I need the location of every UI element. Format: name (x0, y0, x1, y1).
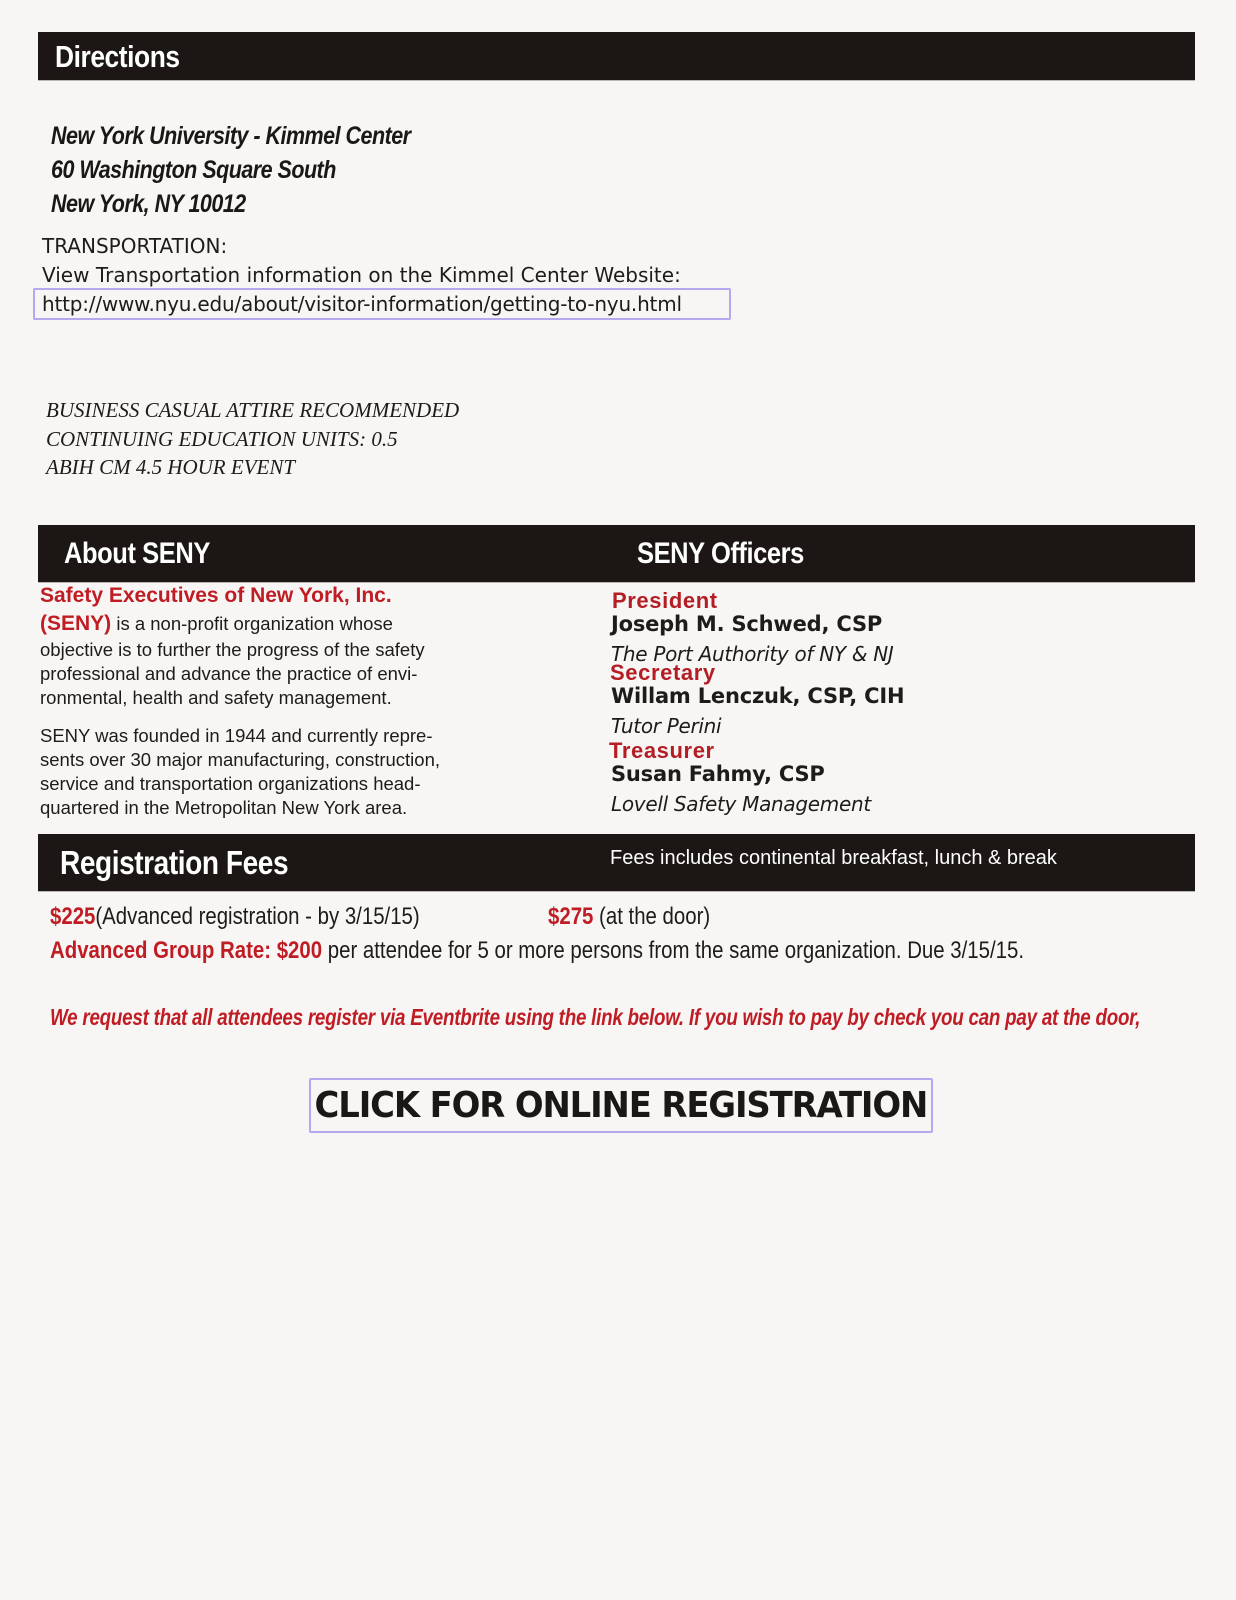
officers-heading: SENY Officers (637, 537, 804, 570)
registration-heading: Registration Fees (60, 844, 289, 881)
officer-role-treasurer: Treasurer (609, 738, 715, 763)
officer-org-treasurer: Lovell Safety Management (611, 792, 871, 816)
officer-role-secretary: Secretary (610, 660, 716, 685)
about-p1-line4: ronmental, health and safety management. (40, 687, 392, 708)
about-officers-header-bar (38, 525, 1195, 582)
transportation-link[interactable]: http://www.nyu.edu/about/visitor-information/getting-to-nyu.html (42, 292, 682, 316)
fee-group-row (50, 937, 1024, 965)
about-p2-line1: SENY was founded in 1944 and currently repre- (40, 725, 433, 746)
org-abbrev: (SENY) (40, 612, 112, 635)
about-p2-line3: service and transportation organizations head- (40, 773, 421, 794)
note-attire: BUSINESS CASUAL ATTIRE RECOMMENDED (46, 398, 460, 422)
fee-advanced-row (50, 903, 420, 931)
about-p1-line1 (40, 612, 393, 637)
directions-header-bar (38, 32, 1195, 80)
online-registration-button[interactable] (309, 1078, 933, 1133)
about-p1-line3: professional and advance the practice of envi- (40, 663, 418, 684)
p1-rest: is a non-profit organization whose (111, 613, 393, 634)
fee-door-row (548, 903, 710, 931)
fee-advanced-text: (Advanced registration - by 3/15/15) (95, 903, 420, 930)
org-name: Safety Executives of New York, Inc. (40, 584, 392, 607)
officer-name-secretary: Willam Lenczuk, CSP, CIH (611, 684, 905, 708)
directions-heading: Directions (55, 39, 180, 74)
fee-door-price: $275 (548, 903, 594, 930)
fee-door-text: (at the door) (599, 903, 711, 930)
about-p1-line2: objective is to further the progress of the safety (40, 639, 425, 660)
about-p2-line4: quartered in the Metropolitan New York area. (40, 797, 408, 818)
about-org-name (40, 584, 392, 609)
registration-request: We request that all attendees register via Eventbrite using the link below. If you wish to pay by check you can pay at the door, (50, 1004, 1141, 1030)
note-ceu: CONTINUING EDUCATION UNITS: 0.5 (46, 427, 398, 451)
address-line-1: New York University - Kimmel Center (51, 122, 411, 150)
registration-includes: Fees includes continental breakfast, lunch & break (610, 847, 1057, 869)
officer-org-president: The Port Authority of NY & NJ (611, 642, 894, 666)
officer-name-treasurer: Susan Fahmy, CSP (611, 762, 825, 786)
note-abih: ABIH CM 4.5 HOUR EVENT (46, 455, 296, 479)
fee-group-label: Advanced Group Rate: $200 (50, 937, 323, 964)
transportation-text: View Transportation information on the Kimmel Center Website: (42, 263, 681, 287)
about-p2-line2: sents over 30 major manufacturing, construction, (40, 749, 440, 770)
officer-name-president: Joseph M. Schwed, CSP (611, 612, 883, 636)
transportation-label: TRANSPORTATION: (42, 234, 228, 258)
online-registration-label: CLICK FOR ONLINE REGISTRATION (314, 1085, 928, 1126)
address-line-2: 60 Washington Square South (51, 156, 336, 184)
fee-group-text: per attendee for 5 or more persons from the same organization. Due 3/15/15. (322, 937, 1025, 964)
fee-advanced-price: $225 (50, 903, 96, 930)
about-heading: About SENY (64, 537, 210, 570)
officer-org-secretary: Tutor Perini (611, 714, 722, 738)
registration-header-bar (38, 834, 1195, 891)
address-line-3: New York, NY 10012 (51, 190, 246, 218)
officer-role-president: President (612, 588, 718, 613)
